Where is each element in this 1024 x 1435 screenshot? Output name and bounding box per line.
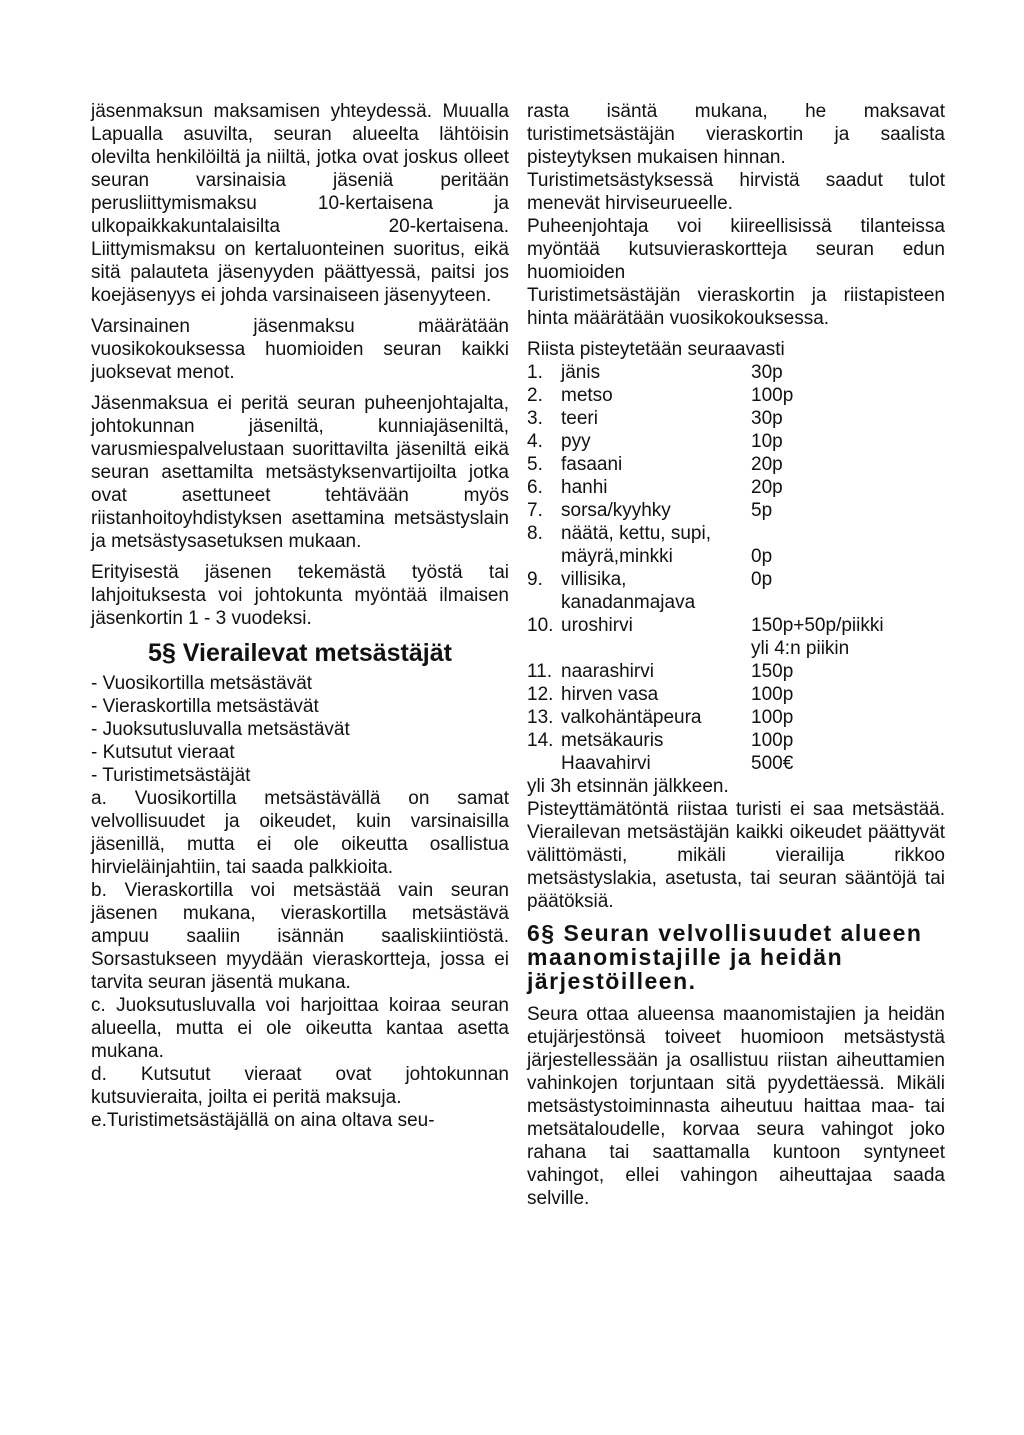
game-points: 5p <box>751 500 773 521</box>
scoring-row <box>527 568 884 614</box>
game-name: hanhi <box>561 477 608 498</box>
game-points: 30p <box>751 362 783 383</box>
scoring-row <box>527 614 884 637</box>
scoring-number <box>527 752 561 775</box>
scoring-row <box>527 660 884 683</box>
game-points: 500€ <box>751 753 794 774</box>
game-name <box>561 637 751 660</box>
game-name: sorsa/kyyhky <box>561 500 671 521</box>
visitor-type-item: - Vuosikortilla metsästävät <box>91 673 313 694</box>
scoring-row <box>527 729 884 752</box>
section5-item-c: c. Juoksutusluvalla voi harjoittaa koiraa seuran alueella, mutta ei ole oikeutta kantaa asetta mukana. <box>91 995 509 1062</box>
game-points: 100p <box>751 707 794 728</box>
visitor-type-item: - Vieraskortilla metsästävät <box>91 696 319 717</box>
turist-host-paragraph: rasta isäntä mukana, he maksavat turistimetsästäjän vieraskortin ja saalista pisteytyksen mukaisen hinnan. <box>527 101 945 168</box>
game-name: teeri <box>561 408 598 429</box>
game-name: näätä, kettu, supi, <box>561 523 711 544</box>
game-points: 20p <box>751 477 783 498</box>
scoring-number: 9. <box>527 569 543 590</box>
scoring-note: yli 3h etsinnän jälkkeen. <box>527 776 729 797</box>
right-column <box>527 100 945 1218</box>
scoring-row <box>527 683 884 706</box>
unscored-game-paragraph: Pisteyttämätöntä riistaa turisti ei saa metsästää. Vierailevan metsästäjän kaikki oikeudet päättyvät välittömästi, mikäli vierailija rikkoo metsästyslakia, asetusta, tai seuran sääntöjä tai päätöksiä. <box>527 799 945 912</box>
game-points: 20p <box>751 454 783 475</box>
game-name: naarashirvi <box>561 661 654 682</box>
scoring-row <box>527 752 884 775</box>
visitor-type-item: - Juoksutusluvalla metsästävät <box>91 719 350 740</box>
scoring-title: Riista pisteytetään seuraavasti <box>527 339 785 360</box>
game-name: Haavahirvi <box>561 753 651 774</box>
section5-item-b: b. Vieraskortilla voi metsästää vain seuran jäsenen mukana, vieraskortilla metsästävä ampuu saaliin isännän saaliskiintiöstä. Sorsastukseen myydään vieraskortteja, jossa ei tarvita seuran jäsentä mukana. <box>91 880 509 993</box>
game-name: metso <box>561 385 613 406</box>
scoring-number: 11. <box>527 661 553 682</box>
scoring-number: 6. <box>527 477 543 498</box>
game-name: metsäkauris <box>561 730 664 751</box>
scoring-number: 4. <box>527 431 543 452</box>
game-name: fasaani <box>561 454 623 475</box>
game-scoring-table <box>527 361 884 775</box>
scoring-number: 13. <box>527 707 554 728</box>
scoring-row <box>527 545 884 568</box>
scoring-row <box>527 407 884 430</box>
scoring-number: 8. <box>527 523 543 544</box>
scoring-row <box>527 706 884 729</box>
section5-item-a: a. Vuosikortilla metsästävällä on samat velvollisuudet ja oikeudet, kuin varsinaisilla jäsenillä, mutta ei ole oikeutta osallistua hirvieläinjahtiin, tai saada palkkioita. <box>91 788 509 878</box>
game-points: 100p <box>751 730 794 751</box>
scoring-number: 1. <box>527 362 543 383</box>
game-name: pyy <box>561 431 591 452</box>
membership-fee-paragraph: jäsenmaksun maksamisen yhteydessä. Muualla Lapualla asuvilta, seuran alueelta lähtöisin olevilta henkilöiltä ja niiltä, jotka ovat joskus olleet seuran varsinaisia jäseniä peritään perusliittymismaksu 10-kertaisena ja ulkopaikkakuntalaisilta 20-kertaisena. Liittymismaksu on kertaluonteinen suoritus, eikä sitä palauteta jäsenyyden päättyessä, paitsi jos koejäsenyys ei johda varsinaiseen jäsenyyteen. <box>91 101 509 306</box>
game-points: 150p <box>751 661 794 682</box>
scoring-number: 10. <box>527 615 554 636</box>
fee-exemption-paragraph: Jäsenmaksua ei peritä seuran puheenjohtajalta, johtokunnan jäseniltä, kunniajäseniltä, varusmiespalvelustaan suorittavilta jäseniltä eikä seuran asettamilta metsästyksenvartijoilta jotka ovat asettuneet tehtävään myös riistanhoitoyhdistyksen asettamina metsästyslain ja metsästysasetuksen mukaan. <box>91 393 509 552</box>
visitor-type-item: - Turistimetsästäjät <box>91 765 251 786</box>
scoring-number <box>527 545 561 568</box>
game-points: 0p <box>751 569 773 590</box>
game-name: villisika, kanadanmajava <box>561 569 696 613</box>
game-name: uroshirvi <box>561 615 633 636</box>
scoring-row <box>527 384 884 407</box>
turist-income-paragraph: Turistimetsästyksessä hirvistä saadut tulot menevät hirviseurueelle. <box>527 170 945 214</box>
left-column <box>91 100 509 1132</box>
scoring-row <box>527 361 884 384</box>
game-points: 0p <box>751 546 773 567</box>
scoring-row <box>527 453 884 476</box>
free-card-paragraph: Erityisestä jäsenen tekemästä työstä tai lahjoituksesta voi johtokunta myöntää ilmaisen jäsenkortin 1 - 3 vuodeksi. <box>91 562 509 629</box>
game-name: jänis <box>561 362 601 383</box>
visitor-type-item: - Kutsutut vieraat <box>91 742 235 763</box>
game-points: yli 4:n piikin <box>751 638 850 659</box>
chairman-invite-paragraph: Puheenjohtaja voi kiireellisissä tilanteissa myöntää kutsuvieraskortteja seuran edun huomioiden <box>527 216 945 283</box>
section5-item-e: e.Turistimetsästäjällä on aina oltava seu- <box>91 1110 435 1131</box>
section6-heading: 6§ Seuran velvollisuudet alueen maanomistajille ja heidän järjestöilleen. <box>527 920 923 994</box>
scoring-row <box>527 430 884 453</box>
section5-heading: 5§ Vierailevat metsästäjät <box>148 639 452 667</box>
scoring-number: 12. <box>527 684 554 705</box>
scoring-number: 7. <box>527 500 543 521</box>
scoring-row <box>527 499 884 522</box>
game-points: 100p <box>751 684 794 705</box>
game-name: hirven vasa <box>561 684 659 705</box>
game-points: 150p+50p/piikki <box>751 615 884 636</box>
scoring-number <box>527 637 561 660</box>
scoring-number: 2. <box>527 385 543 406</box>
game-name: valkohäntäpeura <box>561 707 702 728</box>
game-points: 10p <box>751 431 783 452</box>
price-decision-paragraph: Turistimetsästäjän vieraskortin ja riistapisteen hinta määrätään vuosikokouksessa. <box>527 285 945 329</box>
game-name: mäyrä,minkki <box>561 546 673 567</box>
landowner-paragraph: Seura ottaa alueensa maanomistajien ja heidän etujärjestönsä toiveet huomioon metsästystä järjestellessään ja osallistuu riistan aiheuttamien vahinkojen torjuntaan sitä pyydettäessä. Mikäli metsästystoiminnasta aiheutuu haittaa maa- tai metsätaloudelle, korvaa seura vahingot joko rahana tai saattamalla kuntoon syntyneet vahingot, ellei vahingon aiheuttajaa saada selville. <box>527 1004 945 1209</box>
game-points: 100p <box>751 385 794 406</box>
scoring-number: 14. <box>527 730 554 751</box>
annual-fee-paragraph: Varsinainen jäsenmaksu määrätään vuosikokouksessa huomioiden seuran kaikki juoksevat menot. <box>91 316 509 383</box>
scoring-row <box>527 637 884 660</box>
scoring-row <box>527 476 884 499</box>
game-points: 30p <box>751 408 783 429</box>
scoring-number: 5. <box>527 454 543 475</box>
scoring-row <box>527 522 884 545</box>
game-points <box>751 522 884 545</box>
section5-item-d: d. Kutsutut vieraat ovat johtokunnan kutsuvieraita, joilta ei peritä maksuja. <box>91 1064 509 1108</box>
scoring-number: 3. <box>527 408 543 429</box>
